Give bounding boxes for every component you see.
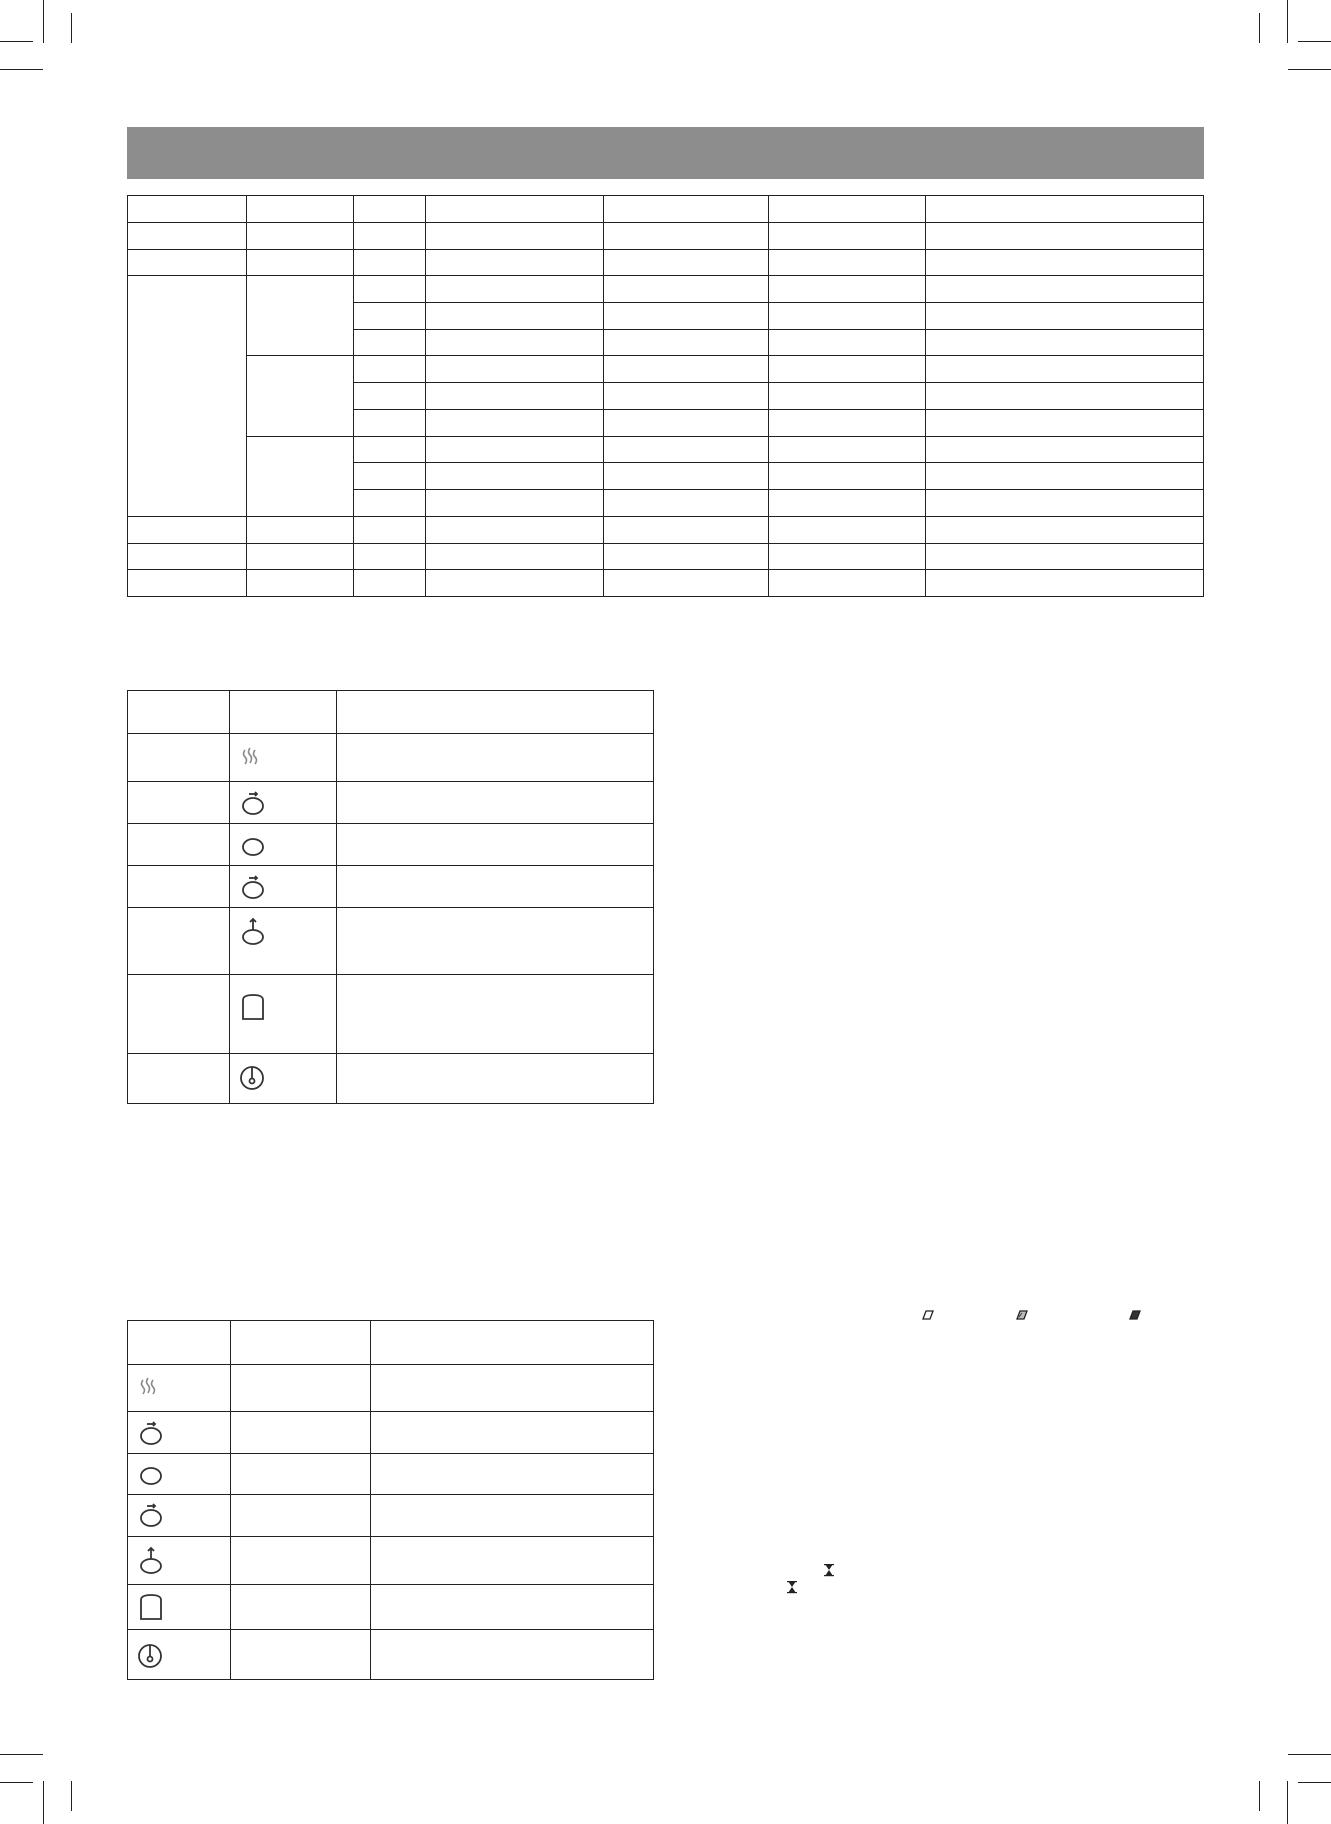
table-row-divider — [127, 516, 1204, 517]
bake-icon — [136, 1545, 166, 1575]
table-row-divider — [127, 907, 654, 908]
crust-dark-icon — [1128, 1308, 1142, 1322]
knead-icon — [136, 1418, 166, 1448]
table-col-divider — [370, 1320, 371, 1680]
table-row-divider — [353, 382, 1204, 383]
table-row-divider — [127, 1411, 654, 1412]
keep-warm-icon — [236, 742, 266, 772]
table-row-divider — [127, 865, 654, 866]
table-row-divider — [127, 543, 1204, 544]
table-row-divider — [127, 569, 1204, 570]
knead-2-icon — [136, 1500, 166, 1530]
table-col-divider — [353, 195, 354, 597]
table-row-divider — [353, 409, 1204, 410]
crop-mark — [1259, 1781, 1260, 1811]
table-row-divider — [127, 1364, 654, 1365]
crop-mark — [0, 69, 43, 70]
crop-mark — [1288, 69, 1331, 70]
bread-icon — [136, 1592, 166, 1622]
rise-icon — [136, 1459, 166, 1489]
table-col-divider — [925, 195, 926, 597]
table-row-divider — [353, 462, 1204, 463]
hourglass-icon — [785, 1580, 799, 1594]
program-table — [127, 195, 1204, 597]
table-col-divider — [336, 690, 337, 1104]
rise-icon — [238, 830, 268, 860]
table-row-divider — [353, 329, 1204, 330]
crop-mark — [71, 13, 72, 43]
table-row-divider — [353, 302, 1204, 303]
start-stop-icon — [135, 1640, 165, 1670]
table-row-divider — [127, 781, 654, 782]
keep-warm-icon — [134, 1372, 164, 1402]
crop-mark — [1287, 0, 1288, 43]
table-col-divider — [246, 195, 247, 597]
table-col-divider — [229, 690, 230, 1104]
crop-mark — [71, 1781, 72, 1811]
table-row-divider — [127, 1494, 654, 1495]
table-row-divider — [127, 1584, 654, 1585]
table-row-divider — [127, 249, 1204, 250]
crop-mark — [1288, 1754, 1331, 1755]
crust-medium-icon — [1015, 1308, 1029, 1322]
crop-mark — [0, 1782, 33, 1783]
table-row-divider — [127, 1629, 654, 1630]
table-col-divider — [425, 195, 426, 597]
table-row-divider — [353, 489, 1204, 490]
knead-2-icon — [238, 872, 268, 902]
table-row-divider — [127, 1536, 654, 1537]
knead-icon — [238, 788, 268, 818]
crop-mark — [1298, 41, 1331, 42]
start-stop-icon — [237, 1062, 267, 1092]
crop-mark — [1259, 13, 1260, 43]
table-row-divider — [127, 823, 654, 824]
table-col-divider — [768, 195, 769, 597]
crust-light-icon — [921, 1308, 935, 1322]
table-col-divider — [230, 1320, 231, 1680]
table-row-divider — [127, 733, 654, 734]
indicator-table — [127, 690, 654, 1104]
bread-icon — [238, 992, 268, 1022]
crop-mark — [43, 1781, 44, 1824]
crop-mark — [1298, 1782, 1331, 1783]
crop-mark — [0, 1754, 43, 1755]
hourglass-icon — [822, 1563, 836, 1577]
crop-mark — [43, 0, 44, 43]
table-row-divider — [127, 1453, 654, 1454]
crop-mark — [1287, 1781, 1288, 1824]
crop-mark — [0, 41, 33, 42]
section-header-bar — [127, 127, 1204, 179]
table-row-divider — [127, 1053, 654, 1054]
bake-icon — [238, 916, 268, 946]
table-row-divider — [127, 275, 1204, 276]
process-table — [127, 1320, 654, 1680]
table-row-divider — [246, 355, 1204, 356]
table-row-divider — [127, 974, 654, 975]
table-row-divider — [246, 436, 1204, 437]
table-col-divider — [603, 195, 604, 597]
table-row-divider — [127, 222, 1204, 223]
